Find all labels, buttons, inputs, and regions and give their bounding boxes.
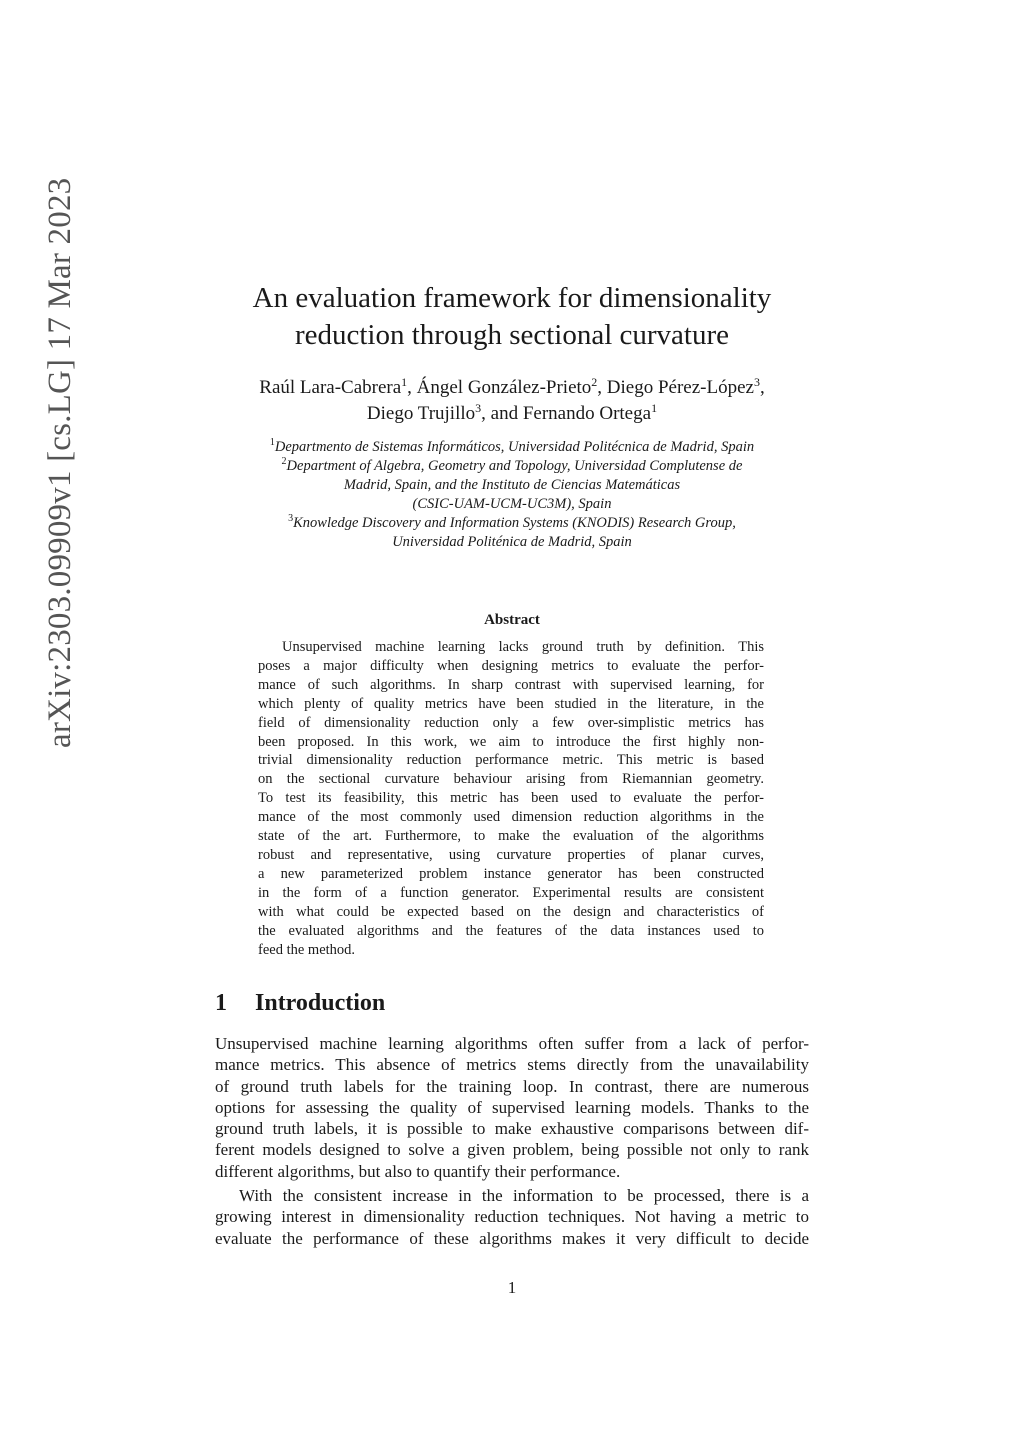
- intro-line: different algorithms, but also to quantify their performance.: [215, 1161, 621, 1181]
- author-list: [160, 375, 864, 427]
- author-separator: , and: [481, 403, 523, 424]
- affiliations: [160, 438, 864, 552]
- affiliation-mark: 2: [281, 456, 287, 467]
- abstract-heading: Abstract: [484, 612, 540, 628]
- affiliation-line: Madrid, Spain, and the Instituto de Ciencias Matemáticas: [343, 477, 681, 493]
- author-affiliation-mark: 1: [651, 401, 658, 415]
- abstract-line: field of dimensionality reduction only a few over-simplistic metrics has: [258, 714, 764, 731]
- author-separator: ,: [759, 377, 765, 398]
- intro-line: With the consistent increase in the information to be processed, there is a: [239, 1186, 809, 1206]
- author-affiliation-mark: 1: [401, 375, 408, 389]
- abstract-line: on the sectional curvature behaviour arising from Riemannian geometry.: [258, 771, 764, 788]
- section-title: Introduction: [255, 990, 386, 1016]
- abstract-line: mance of the most commonly used dimension reduction algorithms in the: [258, 809, 764, 826]
- intro-line: options for assessing the quality of supervised learning models. Thanks to the: [215, 1097, 809, 1117]
- affiliation-line: [160, 514, 864, 533]
- affiliation-mark: 3: [288, 513, 294, 524]
- author-line: [160, 401, 864, 427]
- page-number: 1: [507, 1278, 517, 1297]
- abstract-line: a new parameterized problem instance generator has been constructed: [258, 865, 764, 882]
- affiliation-line: [160, 457, 864, 476]
- author-name: Fernando Ortega: [522, 403, 652, 424]
- author-separator: ,: [597, 377, 607, 398]
- affiliation-line: (CSIC-UAM-UCM-UC3M), Spain: [412, 496, 612, 512]
- abstract-line: in the form of a function generator. Experimental results are consistent: [258, 884, 764, 901]
- abstract-line: Unsupervised machine learning lacks ground truth by definition. This: [282, 639, 764, 655]
- section-heading-introduction: [215, 988, 809, 1018]
- author-name: Diego Trujillo: [366, 403, 476, 424]
- abstract-line: which plenty of quality metrics have been studied in the literature, in the: [258, 695, 764, 712]
- abstract-line: poses a major difficulty when designing metrics to evaluate the perfor-: [258, 657, 764, 674]
- abstract-line: state of the art. Furthermore, to make the evaluation of the algorithms: [258, 828, 764, 845]
- abstract-line: mance of such algorithms. In sharp contrast with supervised learning, for: [258, 676, 764, 693]
- affiliation-line: [160, 438, 864, 457]
- paper-title: [160, 280, 864, 354]
- author-separator: ,: [407, 377, 417, 398]
- affiliation-mark: 1: [269, 437, 275, 448]
- title-line: An evaluation framework for dimensionality: [252, 282, 772, 314]
- intro-line: ferent models designed to solve a given problem, being possible not only to rank: [215, 1140, 809, 1160]
- intro-line: ground truth labels, it is possible to make exhaustive comparisons between dif-: [215, 1119, 809, 1139]
- author-affiliation-mark: 3: [753, 375, 760, 389]
- abstract-line: To test its feasibility, this metric has been used to evaluate the perfor-: [258, 790, 764, 807]
- author-affiliation-mark: 2: [591, 375, 598, 389]
- intro-line: Unsupervised machine learning algorithms often suffer from a lack of perfor-: [215, 1034, 809, 1053]
- abstract-line: robust and representative, using curvature properties of planar curves,: [258, 846, 764, 863]
- author-affiliation-mark: 3: [475, 401, 482, 415]
- abstract-body: [258, 638, 764, 959]
- abstract-line: the evaluated algorithms and the features of the data instances used to: [258, 922, 764, 939]
- affiliation-text: Departmento de Sistemas Informáticos, Universidad Politécnica de Madrid, Spain: [274, 439, 755, 455]
- intro-line: evaluate the performance of these algorithms makes it very difficult to decide: [215, 1228, 809, 1248]
- intro-line: mance metrics. This absence of metrics stems directly from the unavailability: [215, 1055, 809, 1075]
- abstract-line: trivial dimensionality reduction performance metric. This metric is based: [258, 752, 764, 769]
- affiliation-text: Department of Algebra, Geometry and Topology, Universidad Complutense de: [286, 458, 743, 474]
- introduction-body: [215, 1033, 809, 1249]
- title-line: reduction through sectional curvature: [294, 319, 730, 351]
- author-name: Raúl Lara-Cabrera: [259, 377, 402, 398]
- author-name: Ángel González-Prieto: [416, 377, 592, 398]
- intro-line: growing interest in dimensionality reduction techniques. Not having a metric to: [215, 1207, 809, 1227]
- abstract-line: feed the method.: [258, 941, 356, 958]
- affiliation-line: Universidad Politénica de Madrid, Spain: [392, 534, 632, 550]
- abstract-line: been proposed. In this work, we aim to introduce the first highly non-: [258, 733, 764, 750]
- intro-line: of ground truth labels for the training loop. In contrast, there are numerous: [215, 1076, 809, 1096]
- author-line: [160, 375, 864, 401]
- abstract-line: with what could be expected based on the design and characteristics of: [258, 903, 764, 920]
- section-number: 1: [215, 990, 227, 1016]
- arxiv-identifier-stamp: arXiv:2303.09909v1 [cs.LG] 17 Mar 2023: [42, 177, 78, 748]
- author-name: Diego Pérez-López: [606, 377, 754, 398]
- affiliation-text: Knowledge Discovery and Information Systems (KNODIS) Research Group,: [293, 515, 736, 531]
